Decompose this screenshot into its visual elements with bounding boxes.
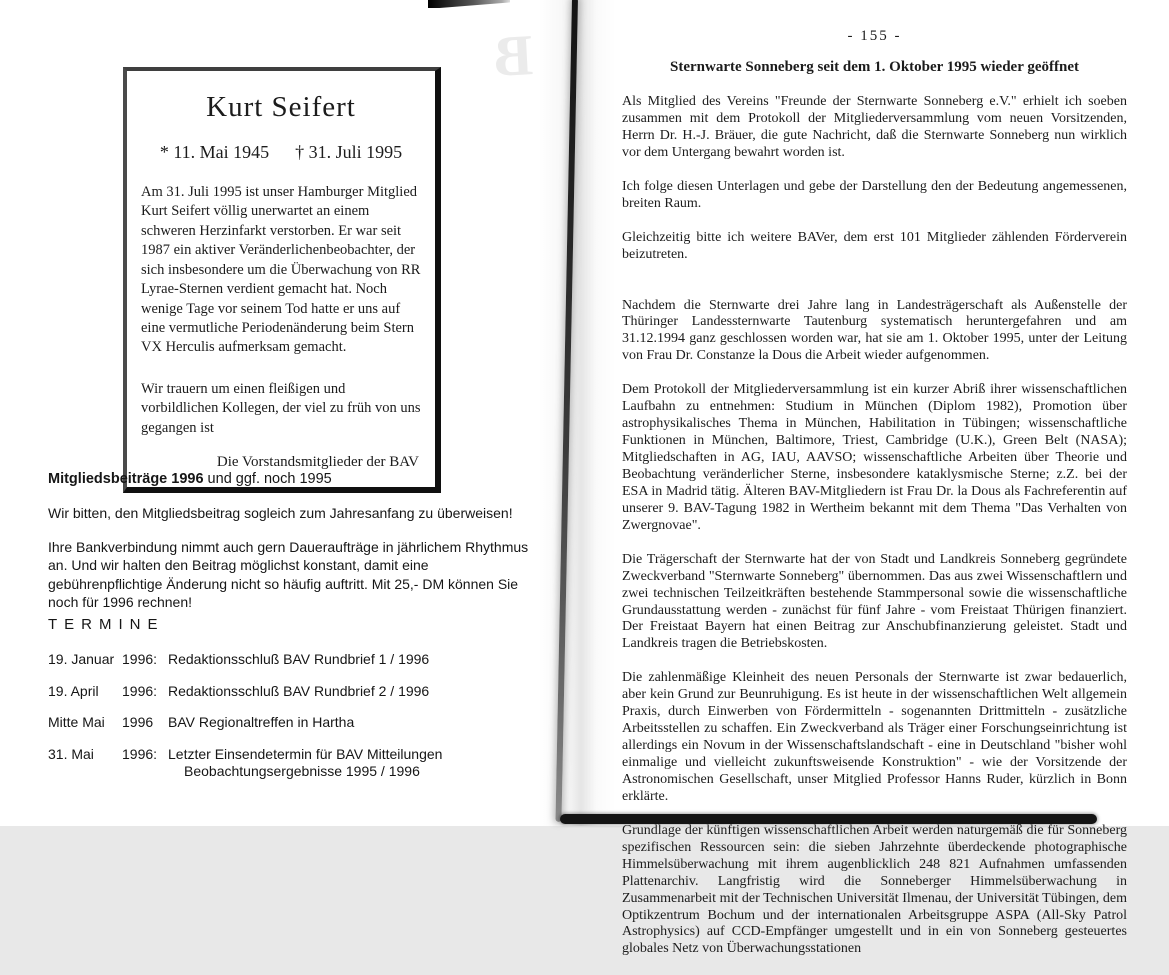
article-paragraph-2: Ich folge diesen Unterlagen und gebe der Darstellung den der Bedeutung angemessenen, breiten Raum. bbox=[622, 178, 1127, 211]
obituary-death-date: † 31. Juli 1995 bbox=[295, 142, 403, 162]
scan-edge-artifact bbox=[428, 0, 510, 8]
obituary-dates bbox=[141, 142, 421, 163]
article-paragraph-1: Als Mitglied des Vereins "Freunde der Sternwarte Sonneberg e.V." erhielt ich soeben zusammen mit dem Protokoll der Mitgliederversammlung vom neuen Vorsitzenden, Herrn Dr. H.-J. Bräuer, die gute Nachricht, daß die Sternwarte Sonneberg nun wirklich vor dem Untergang bewahrt worden ist. bbox=[622, 94, 1127, 160]
termine-text: BAV Regionaltreffen in Hartha bbox=[168, 714, 355, 730]
obituary-birth-date: * 11. Mai 1945 bbox=[159, 142, 270, 162]
fees-heading bbox=[48, 470, 535, 489]
show-through-watermark: B bbox=[492, 22, 535, 89]
obituary-paragraph-1: Am 31. Juli 1995 ist unser Hamburger Mitglied Kurt Seifert völlig unerwartet an einem schweren Herzinfarkt verstorben. Er war seit 1987 ein aktiver Veränderlichenbeobachter, der sich insbesondere um die Überwachung von RR Lyrae-Sternen verdient gemacht hat. Noch wenige Tage vor seinem Tod hatte er uns auf eine vermutliche Periodenänderung beim Stern VX Herculis aufmerksam gemacht. bbox=[141, 184, 421, 356]
scan-page-right bbox=[622, 28, 1127, 975]
fees-heading-bold: Mitgliedsbeiträge 1996 bbox=[48, 471, 204, 487]
obituary-box bbox=[123, 67, 441, 493]
termine-date: Mitte Mai bbox=[48, 714, 105, 730]
termine-year: 1996: bbox=[122, 745, 158, 762]
termine-year: 1996: bbox=[122, 682, 158, 699]
fees-heading-rest: und ggf. noch 1995 bbox=[203, 471, 332, 487]
article-paragraph-5: Dem Protokoll der Mitgliederversammlung ist ein kurzer Abriß ihrer wissenschaftlichen Laufbahn zu entnehmen: Studium in München (Diplom 1982), Promotion über astrophysikalisches Thema in München, Habilitation in Tübingen; wissenschaftliche Funktionen in München, Baltimore, Triest, Cambridge (U.K.), Green Belt (NASA); Mitgliedschaften in AG, IAU, AAVSO; wissenschaftliche Arbeiten über Theorie und Beobachtung veränderlicher Sterne, insbesondere kataklysmische Sterne; z.Z. bei der ESA in Madrid tätig. Älteren BAV-Mitgliedern ist Frau Dr. la Dous als Fachreferentin auf unserer 9. BAV-Tagung 1982 in Wertheim bekannt mit dem Thema "Das Verhalten von Zwergnovae". bbox=[622, 382, 1127, 533]
article-paragraph-7: Die zahlenmäßige Kleinheit des neuen Personals der Sternwarte ist zwar bedauerlich, aber kein Grund zur Beunruhigung. Es ist heute in der wissenschaftlichen Welt allgemein Praxis, durch Einwerben von Fördermitteln - sogenannten Drittmitteln - zusätzliche Arbeitsstellen zu schaffen. Ein Zweckverband als Träger einer Forschungseinrichtung ist allerdings ein Novum in der Wissenschaftslandschaft - eine in Deutschland "bisher wohl einmalige und vielleicht zukunftsweisende Konstruktion" - wie der Vorsitzende der Astronomischen Gesellschaft, unser Mitglied Professor Hanns Ruder, kürzlich in Bonn erklärte. bbox=[622, 670, 1127, 804]
termine-year: 1996: bbox=[122, 651, 158, 667]
termine-text: Redaktionsschluß BAV Rundbrief 1 / 1996 bbox=[168, 651, 430, 667]
page-number: - 155 - bbox=[847, 28, 902, 44]
article-paragraph-6: Die Trägerschaft der Sternwarte hat der von Stadt und Landkreis Sonneberg gegründete Zweckverband "Sternwarte Sonneberg" übernommen. Das aus zwei Wissenschaftlern und zwei technischen Teilzeitkräften bestehende Stammpersonal sowie die wissenschaftliche Grundausstattung werden - zunächst für fünf Jahre - vom Freistaat Thürigen finanziert. Der Freistaat Bayern hat einen Beitrag zur Anschubfinanzierung geleistet. Stadt und Landkreis tragen die Betriebskosten. bbox=[622, 551, 1127, 652]
obituary-signature: Die Vorstandsmitglieder der BAV bbox=[216, 454, 419, 471]
obituary-name: Kurt Seifert bbox=[206, 91, 356, 123]
fees-body: Ihre Bankverbindung nimmt auch gern Daueraufträge in jährlichem Rhythmus an. Und wir halten den Beitrag möglichst konstant, damit eine gebührenpflichtige Änderung nicht so häufig auftritt. Mit 25,- DM können Sie noch für 1996 rechnen! bbox=[48, 538, 529, 610]
article-paragraph-3: Gleichzeitig bitte ich weitere BAVer, dem erst 101 Mitglieder zählenden Förderverein beizutreten. bbox=[622, 229, 1127, 262]
article-paragraph-8: Grundlage der künftigen wissenschaftlichen Arbeit werden naturgemäß die für Sonneberg spezifischen Ressourcen sein: die sieben Jahrzehnte überdeckende photographische Himmelsüberwachung mit ihrem augenblicklich 248 821 Aufnahmen umfassenden Plattenarchiv. Langfristig wird die Sonneberger Himmelsüberwachung in Zusammenarbeit mit der Technischen Universität Ilmenau, der Universität Tübingen, dem Optikzentrum Bochum und der internationalen Arbeitsgruppe ASPA (All-Sky Patrol Astrophysics) auf CCD-Empfänger umgestellt und in ein von Sonneberg gesteuertes globales Netz von Überwachungsstationen bbox=[622, 822, 1127, 957]
termine-text bbox=[168, 746, 553, 781]
termine-text: Redaktionsschluß BAV Rundbrief 2 / 1996 bbox=[168, 682, 430, 699]
article-title: Sternwarte Sonneberg seit dem 1. Oktober 1995 wieder geöffnet bbox=[670, 59, 1079, 75]
termine-section bbox=[48, 616, 553, 795]
termine-row bbox=[48, 651, 553, 669]
termine-text-line2: Beobachtungsergebnisse 1995 / 1996 bbox=[184, 763, 420, 779]
obituary-paragraph-2: Wir trauern um einen fleißigen und vorbildlichen Kollegen, der viel zu früh von uns gegangen ist bbox=[141, 380, 421, 436]
termine-row bbox=[48, 714, 553, 732]
termine-row bbox=[48, 746, 553, 781]
termine-text-line1: Letzter Einsendetermin für BAV Mitteilungen bbox=[168, 745, 443, 762]
fees-intro: Wir bitten, den Mitgliedsbeitrag sogleich zum Jahresanfang zu überweisen! bbox=[48, 505, 513, 522]
termine-heading: TERMINE bbox=[48, 616, 165, 633]
article-paragraph-4: Nachdem die Sternwarte drei Jahre lang in Landesträgerschaft als Außenstelle der Thüringer Landessternwarte Tautenburg systematisch heruntergefahren und am 31.12.1994 ganz geschlossen worden war, hat sie am 1. Oktober 1995, unter der Leitung von Frau Dr. Constanze la Dous die Arbeit wieder aufgenommen. bbox=[622, 297, 1127, 364]
termine-year: 1996 bbox=[122, 714, 154, 730]
termine-row bbox=[48, 683, 553, 701]
termine-date: 31. Mai bbox=[48, 745, 94, 762]
termine-date: 19. Januar bbox=[48, 651, 115, 667]
termine-date: 19. April bbox=[48, 682, 99, 699]
membership-fees-section bbox=[48, 470, 535, 611]
